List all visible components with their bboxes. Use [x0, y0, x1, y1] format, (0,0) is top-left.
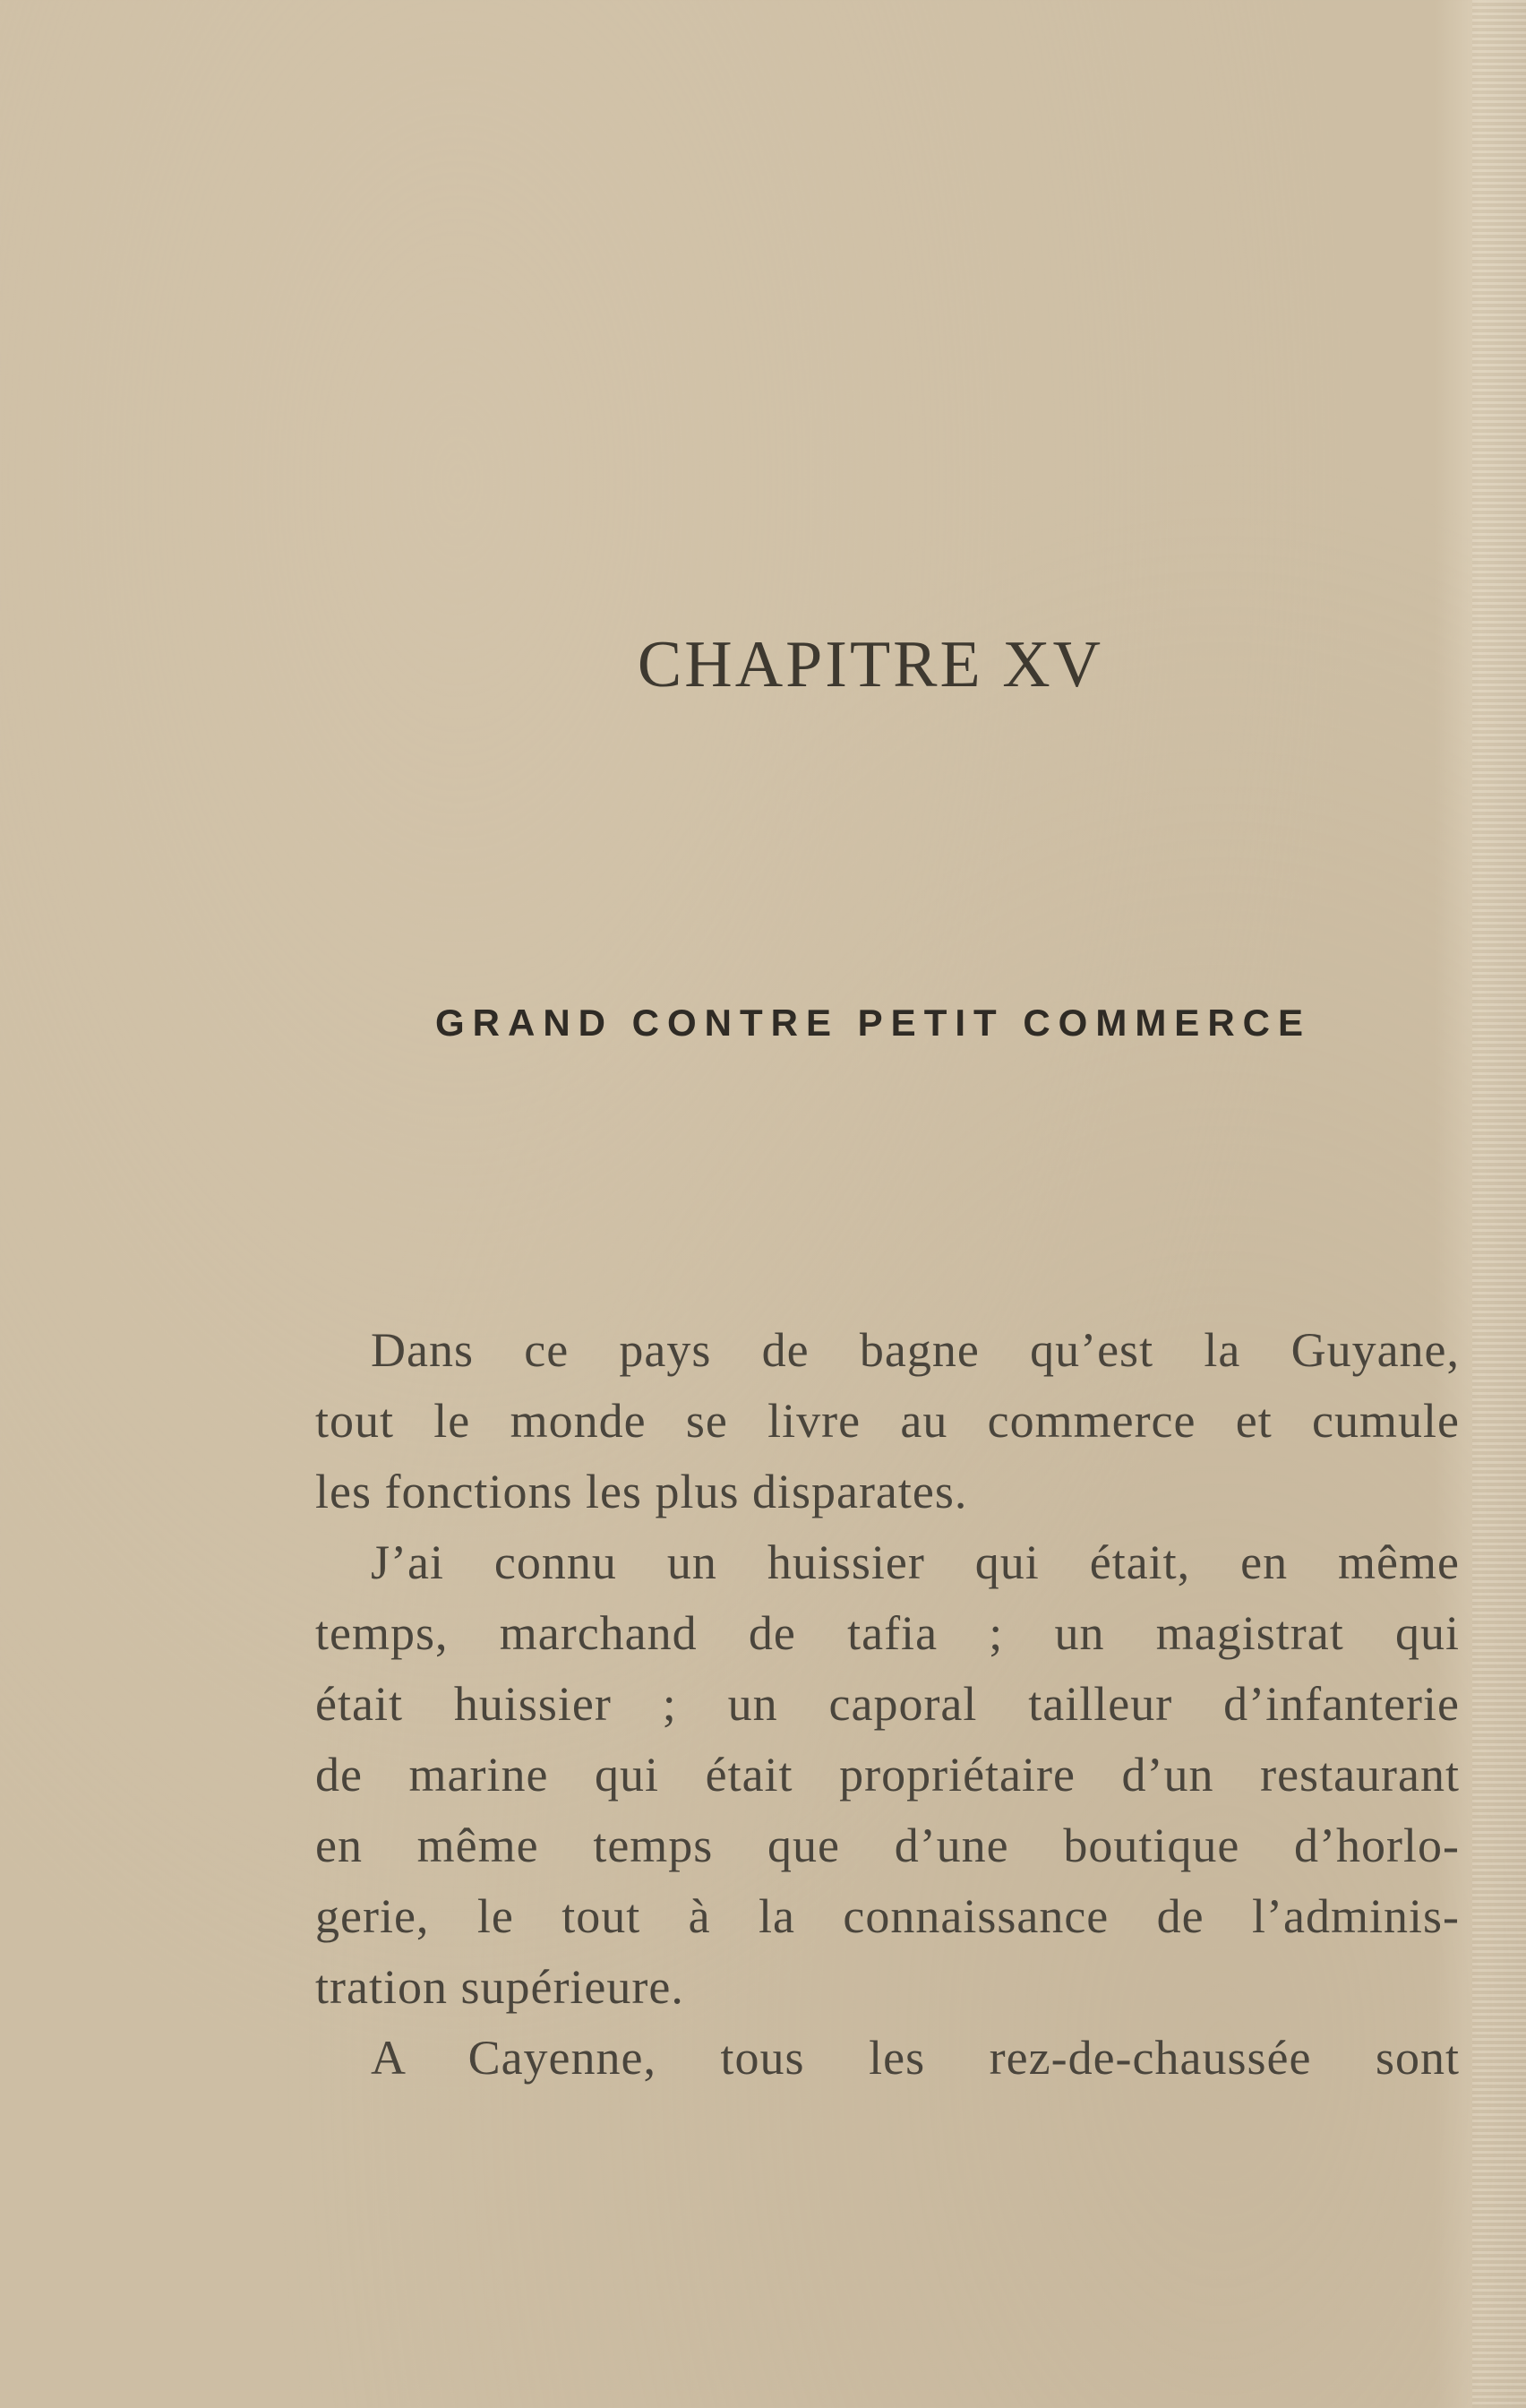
text-line: gerie, le tout à la connaissance de l’adminis-	[315, 1889, 1460, 1943]
page-edge	[1472, 0, 1526, 2408]
text-line: de marine qui était propriétaire d’un restaurant	[315, 1748, 1460, 1802]
text-line: Dans ce pays de bagne qu’est la Guyane,	[371, 1323, 1460, 1377]
text-line: était huissier ; un caporal tailleur d’infanterie	[315, 1677, 1460, 1731]
text-line: J’ai connu un huissier qui était, en même	[371, 1535, 1460, 1589]
text-line: les fonctions les plus disparates.	[315, 1465, 968, 1518]
text-line: A Cayenne, tous les rez-de-chaussée sont	[371, 2031, 1460, 2085]
text-line: tration supérieure.	[315, 1960, 684, 2014]
text-line: temps, marchand de tafia ; un magistrat qui	[315, 1606, 1460, 1660]
chapter-subtitle: GRAND CONTRE PETIT COMMERCE	[435, 1002, 1311, 1044]
text-line: tout le monde se livre au commerce et cumule	[315, 1394, 1460, 1448]
text-line: en même temps que d’une boutique d’horlo-	[315, 1819, 1460, 1872]
body-text	[315, 1315, 1460, 2094]
chapter-title: CHAPITRE XV	[637, 628, 1104, 701]
